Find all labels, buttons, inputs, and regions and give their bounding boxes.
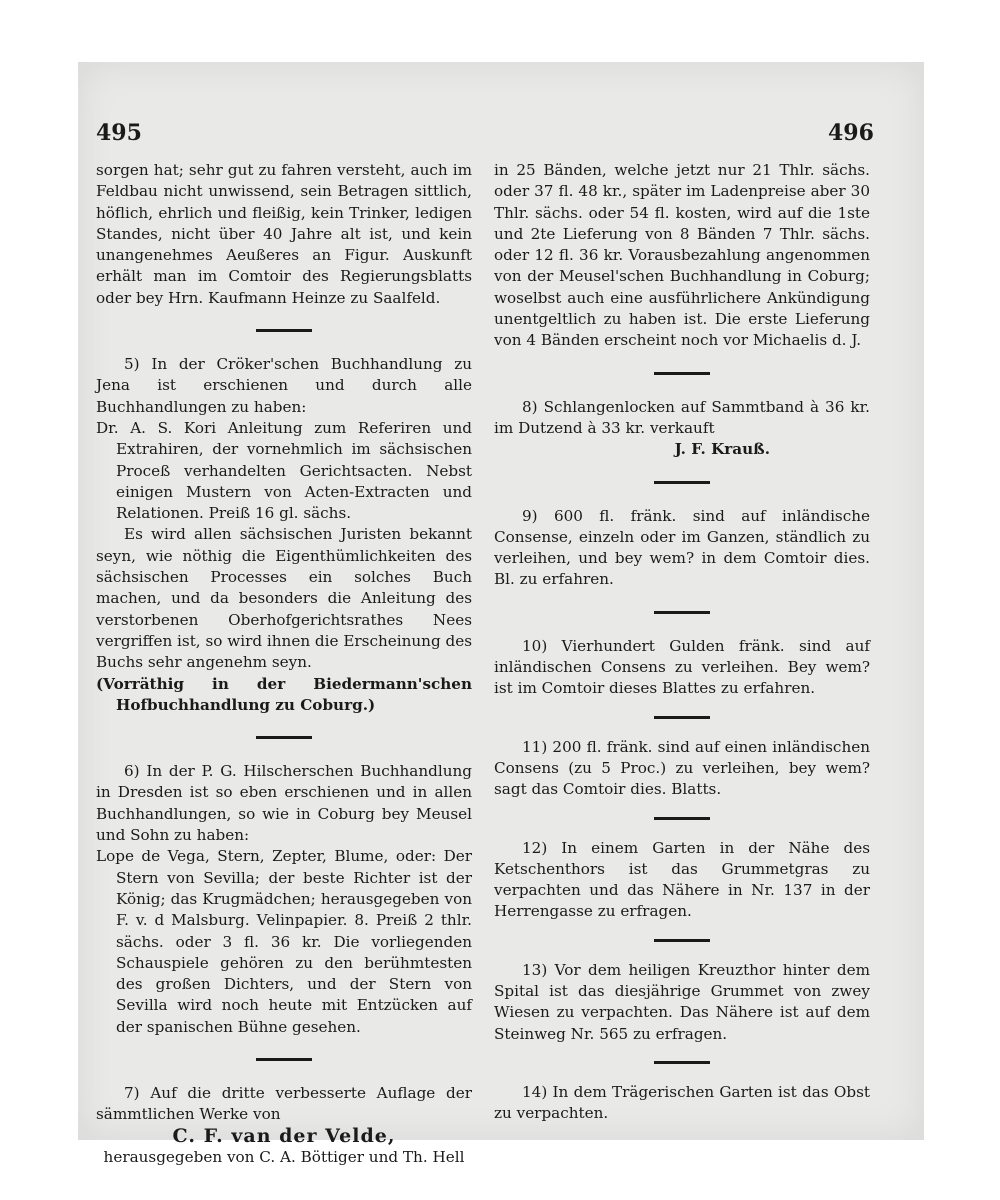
advertisement-text: 8) Schlangenlocken auf Sammtband à 36 kr. im Dutzend à 33 kr. verkauft bbox=[494, 397, 870, 437]
page-number-right: 496 bbox=[828, 120, 874, 146]
advertisement-text: 11) 200 fl. fränk. sind auf einen inländischen Consens (zu 5 Proc.) zu verleihen, bey wem? sagt das Comtoir dies. Blatts. bbox=[494, 737, 870, 799]
section-divider bbox=[256, 329, 312, 332]
section-divider bbox=[256, 1058, 312, 1061]
advertisement-intro: 7) Auf die dritte verbesserte Auflage der sämmtlichen Werke von bbox=[96, 1083, 472, 1124]
advertisement-intro: 6) In der P. G. Hilscherschen Buchhandlung in Dresden ist so eben erschienen und in allen Buchhandlungen, so wie in Coburg bey Meusel und Sohn zu haben: bbox=[96, 762, 472, 845]
page-number-left: 495 bbox=[96, 120, 142, 146]
advertisement-text: 13) Vor dem heiligen Kreuzthor hinter dem Spital ist das diesjährige Grummet von zwey Wiesen zu verpachten. Das Nähere ist auf dem Steinweg Nr. 565 zu erfragen. bbox=[494, 960, 870, 1043]
section-divider bbox=[256, 736, 312, 739]
section-divider bbox=[654, 372, 710, 375]
advertisement-text: sorgen hat; sehr gut zu fahren versteht, auch im Feldbau nicht unwissend, sein Betragen sittlich, höflich, ehrlich und fleißig, kein Trinker, ledigen Standes, nicht über 40 Jahre alt ist, und kein unangenehmes Aeußeres an Figur. Auskunft erhält man im Comtoir des Regierungsblatts oder bey Hrn. Kaufmann Heinze zu Saalfeld. bbox=[96, 161, 472, 307]
advertisement-text: 12) In einem Garten in der Nähe des Ketschenthors ist das Grummetgras zu verpachten und das Nähere in Nr. 137 in der Herrengasse zu erfragen. bbox=[494, 838, 870, 921]
advertisement-intro: 5) In der Cröker'schen Buchhandlung zu Jena ist erschienen und durch alle Buchhandlungen zu haben: bbox=[96, 355, 472, 416]
section-divider bbox=[654, 716, 710, 719]
section-divider bbox=[654, 817, 710, 820]
author-name: C. F. van der Velde, bbox=[172, 1124, 396, 1147]
section-divider bbox=[654, 939, 710, 942]
section-divider bbox=[654, 1061, 710, 1064]
advertisement-text: 10) Vierhundert Gulden fränk. sind auf inländischen Consens zu verleihen. Bey wem? ist im Comtoir dieses Blattes zu erfahren. bbox=[494, 636, 870, 698]
advertisement-text: 14) In dem Trägerischen Garten ist das Obst zu verpachten. bbox=[494, 1082, 870, 1123]
advertisement-text: 9) 600 fl. fränk. sind auf inländische Consense, einzeln oder im Ganzen, ständlich zu verleihen, und bey wem? in dem Comtoir dies. Bl. zu erfahren. bbox=[494, 506, 870, 589]
book-title: Lope de Vega, Stern, Zepter, Blume, oder: Der Stern von Sevilla; der beste Richter ist der König; das Krugmädchen; herausgegeben von F. v. d Malsburg. Velinpapier. 8. Preiß 2 thlr. sächs. oder 3 fl. 36 kr. Die vorliegenden Schauspiele gehören zu den berühmtesten des großen Dichters, und der Stern von Sevilla wird noch heute mit Entzücken auf der spanischen Bühne gesehen. bbox=[96, 847, 472, 1036]
book-title: Dr. A. S. Kori Anleitung zum Referiren und Extrahiren, der vornehmlich im sächsischen Proceß verhandelten Gerichtsacten. Nebst einigen Mustern von Acten-Extracten und Relationen. Preiß 16 gl. sächs. bbox=[96, 418, 472, 523]
advertisement-text: in 25 Bänden, welche jetzt nur 21 Thlr. sächs. oder 37 fl. 48 kr., später im Ladenpreise aber 30 Thlr. sächs. oder 54 fl. kosten, wird auf die 1ste und 2te Lieferung von 8 Bänden 7 Thlr. sächs. oder 12 fl. 36 kr. Vorausbezahlung angenommen von der Meusel'schen Buchhandlung in Coburg; woselbst auch eine ausführlichere Ankündigung unentgeltlich zu haben ist. Die erste Lieferung von 4 Bänden erscheint noch vor Michaelis d. J. bbox=[494, 161, 870, 350]
availability-note: (Vorräthig in der Biedermann'schen Hofbuchhandlung zu Coburg.) bbox=[96, 674, 472, 714]
section-divider bbox=[654, 611, 710, 614]
advertisement-text: Es wird allen sächsischen Juristen bekannt seyn, wie nöthig die Eigenthümlichkeiten des sächsischen Processes ein solches Buch machen, und da besonders die Anleitung des verstorbenen Oberhofgerichtsrathes Nees vergriffen ist, so wird ihnen die Erscheinung des Buchs sehr angenehm seyn. bbox=[96, 525, 472, 672]
section-divider bbox=[654, 481, 710, 484]
right-column bbox=[494, 160, 870, 1125]
left-column bbox=[96, 160, 472, 1168]
editors-line: herausgegeben von C. A. Böttiger und Th. Hell bbox=[103, 1147, 465, 1166]
advertiser-signature: J. F. Krauß. bbox=[674, 440, 770, 459]
